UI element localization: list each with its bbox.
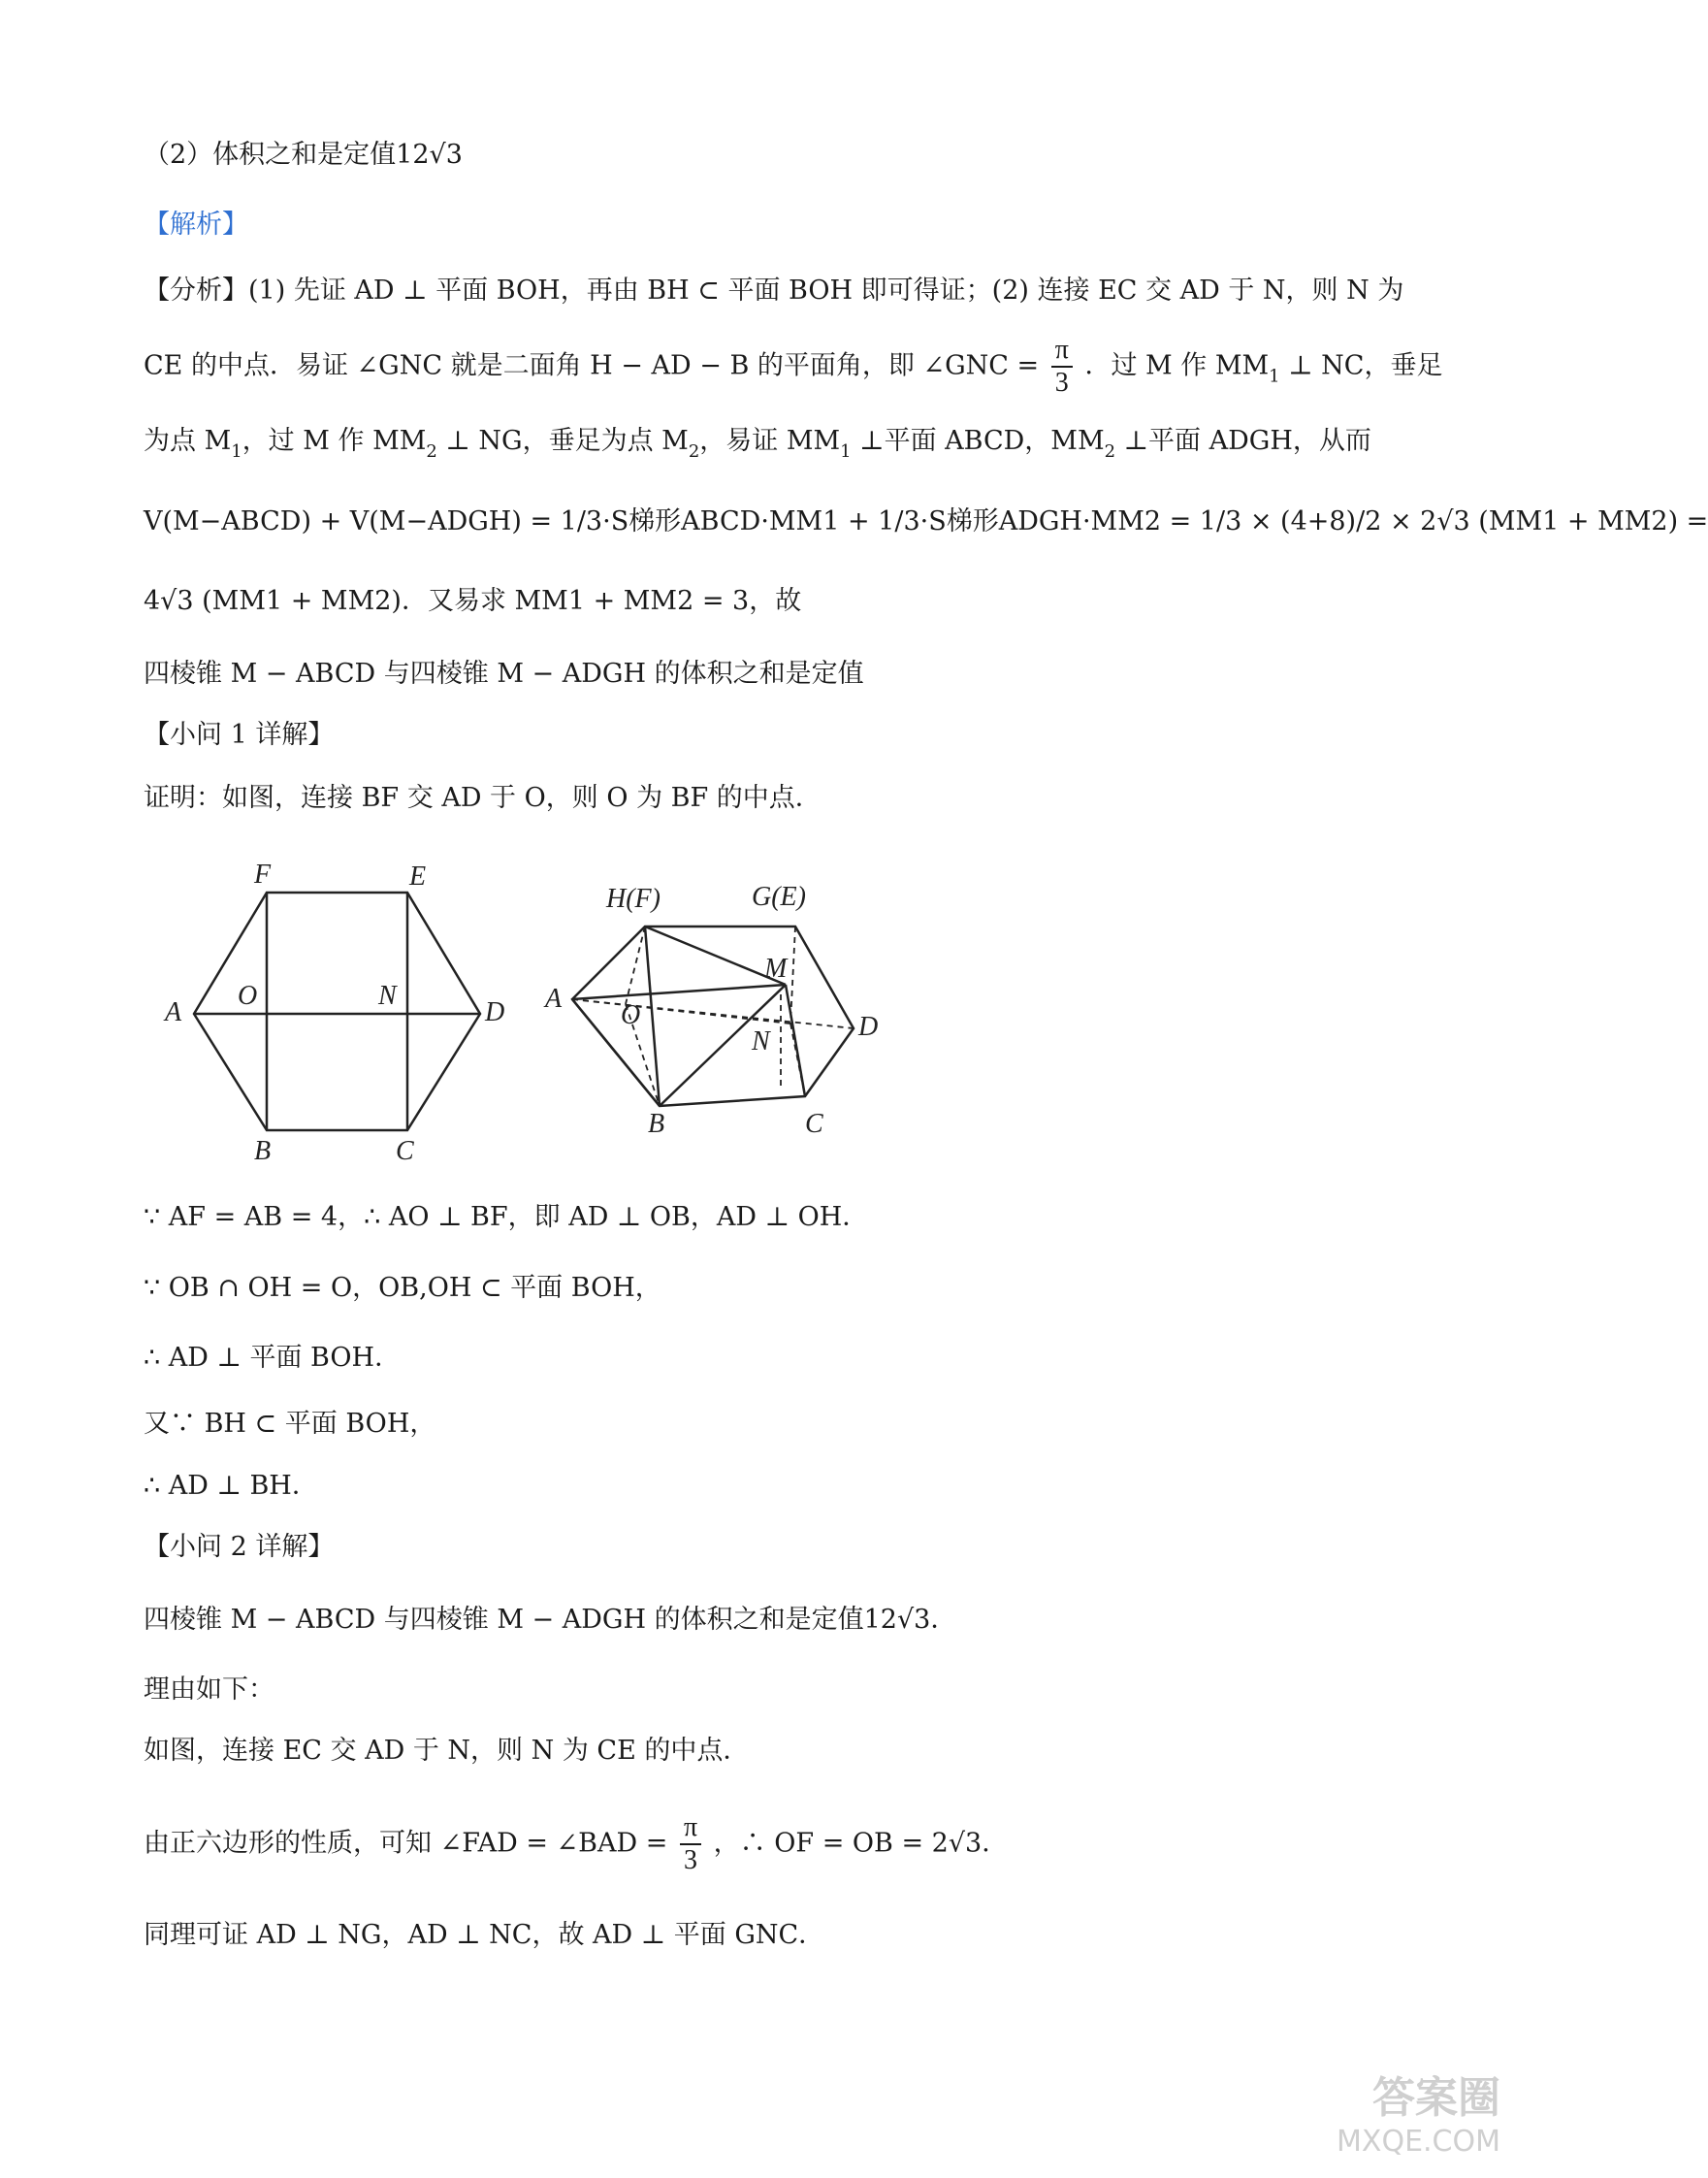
part1-proof-intro: 证明：如图，连接 BF 交 AD 于 O，则 O 为 BF 的中点． — [144, 783, 822, 813]
hexagon-figure — [155, 854, 524, 1181]
label-F: F — [254, 860, 272, 890]
folded-solid-figure — [543, 868, 892, 1156]
label-C: C — [805, 1109, 823, 1139]
analysis-line-3: 为点 $M_1$，过 M 作 $MM_2$ ⊥ NG，垂足为点 $M_2$，易证 $MM_1$ ⊥平面 ABCD，$MM_2$ ⊥平面 ADGH，从而 — [144, 426, 1371, 462]
label-C: C — [396, 1136, 414, 1166]
part2-step-2: 由正六边形的性质，可知 ∠FAD = ∠BAD = $\frac{\pi}{3}$ ，∴ OF = OB = 2√3． — [144, 1812, 1009, 1875]
label-A: A — [165, 997, 182, 1027]
label-N: N — [378, 981, 397, 1011]
label-B: B — [254, 1136, 272, 1166]
part2-statement: 四棱锥 M − ABCD 与四棱锥 M − ADGH 的体积之和是定值12√3． — [144, 1605, 957, 1635]
label-G-E: G(E) — [752, 882, 806, 912]
jiexi-heading: 【解析】 — [144, 210, 248, 240]
label-D: D — [485, 997, 505, 1027]
proof-step-5: ∴ AD ⊥ BH． — [144, 1471, 318, 1501]
proof-step-1: ∵ AF = AB = 4，∴ AO ⊥ BF，即 AD ⊥ OB，AD ⊥ OH． — [144, 1202, 869, 1232]
pi-over-3-fraction: $\frac{\pi}{3}$ — [680, 1812, 701, 1876]
analysis-line-1: 【分析】(1) 先证 AD ⊥ 平面 BOH，再由 BH ⊂ 平面 BOH 即可得证；(2) 连接 EC 交 AD 于 N，则 N 为 — [144, 276, 1404, 306]
proof-step-4: 又∵ BH ⊂ 平面 BOH， — [144, 1409, 436, 1439]
label-N: N — [752, 1026, 770, 1056]
label-D: D — [858, 1012, 879, 1042]
volume-result: 4√3 (MM1 + MM2)．又易求 MM1 + MM2 = 3，故 — [144, 586, 802, 616]
part2-step-3: 同理可证 AD ⊥ NG，AD ⊥ NC，故 AD ⊥ 平面 GNC． — [144, 1920, 825, 1950]
part2-heading: 【小问 2 详解】 — [144, 1532, 335, 1562]
label-A: A — [545, 984, 563, 1014]
label-M: M — [764, 954, 788, 984]
label-O: O — [621, 1000, 641, 1030]
label-H-F: H(F) — [606, 884, 661, 914]
label-B: B — [648, 1109, 665, 1139]
part1-heading: 【小问 1 详解】 — [144, 720, 335, 750]
watermark-logo: 答案圈 MXQE.COM — [1337, 2073, 1500, 2159]
proof-step-3: ∴ AD ⊥ 平面 BOH． — [144, 1343, 402, 1373]
sub-answer-2: （2）体积之和是定值12√3 — [144, 140, 463, 170]
analysis-line-2: CE 的中点．易证 ∠GNC 就是二面角 H − AD − B 的平面角，即 ∠GNC = $\frac{\pi}{3}$ ．过 M 作 $MM_1$ ⊥ NC，垂足 — [144, 335, 1443, 398]
conclusion-line: 四棱锥 M − ABCD 与四棱锥 M − ADGH 的体积之和是定值 — [144, 659, 864, 689]
label-O: O — [238, 981, 258, 1011]
volume-equation: V(M−ABCD) + V(M−ADGH) = 1/3·S梯形ABCD·MM1 + 1/3·S梯形ADGH·MM2 = 1/3 × (4+8)/2 × 2√3 (MM1 + MM2) = — [144, 506, 1708, 536]
part2-step-1: 如图，连接 EC 交 AD 于 N，则 N 为 CE 的中点． — [144, 1736, 750, 1766]
reason-heading: 理由如下： — [144, 1674, 274, 1705]
label-E: E — [409, 861, 427, 892]
proof-step-2: ∵ OB ∩ OH = O，OB,OH ⊂ 平面 BOH， — [144, 1273, 661, 1303]
pi-over-3-fraction: $\frac{\pi}{3}$ — [1051, 335, 1073, 399]
